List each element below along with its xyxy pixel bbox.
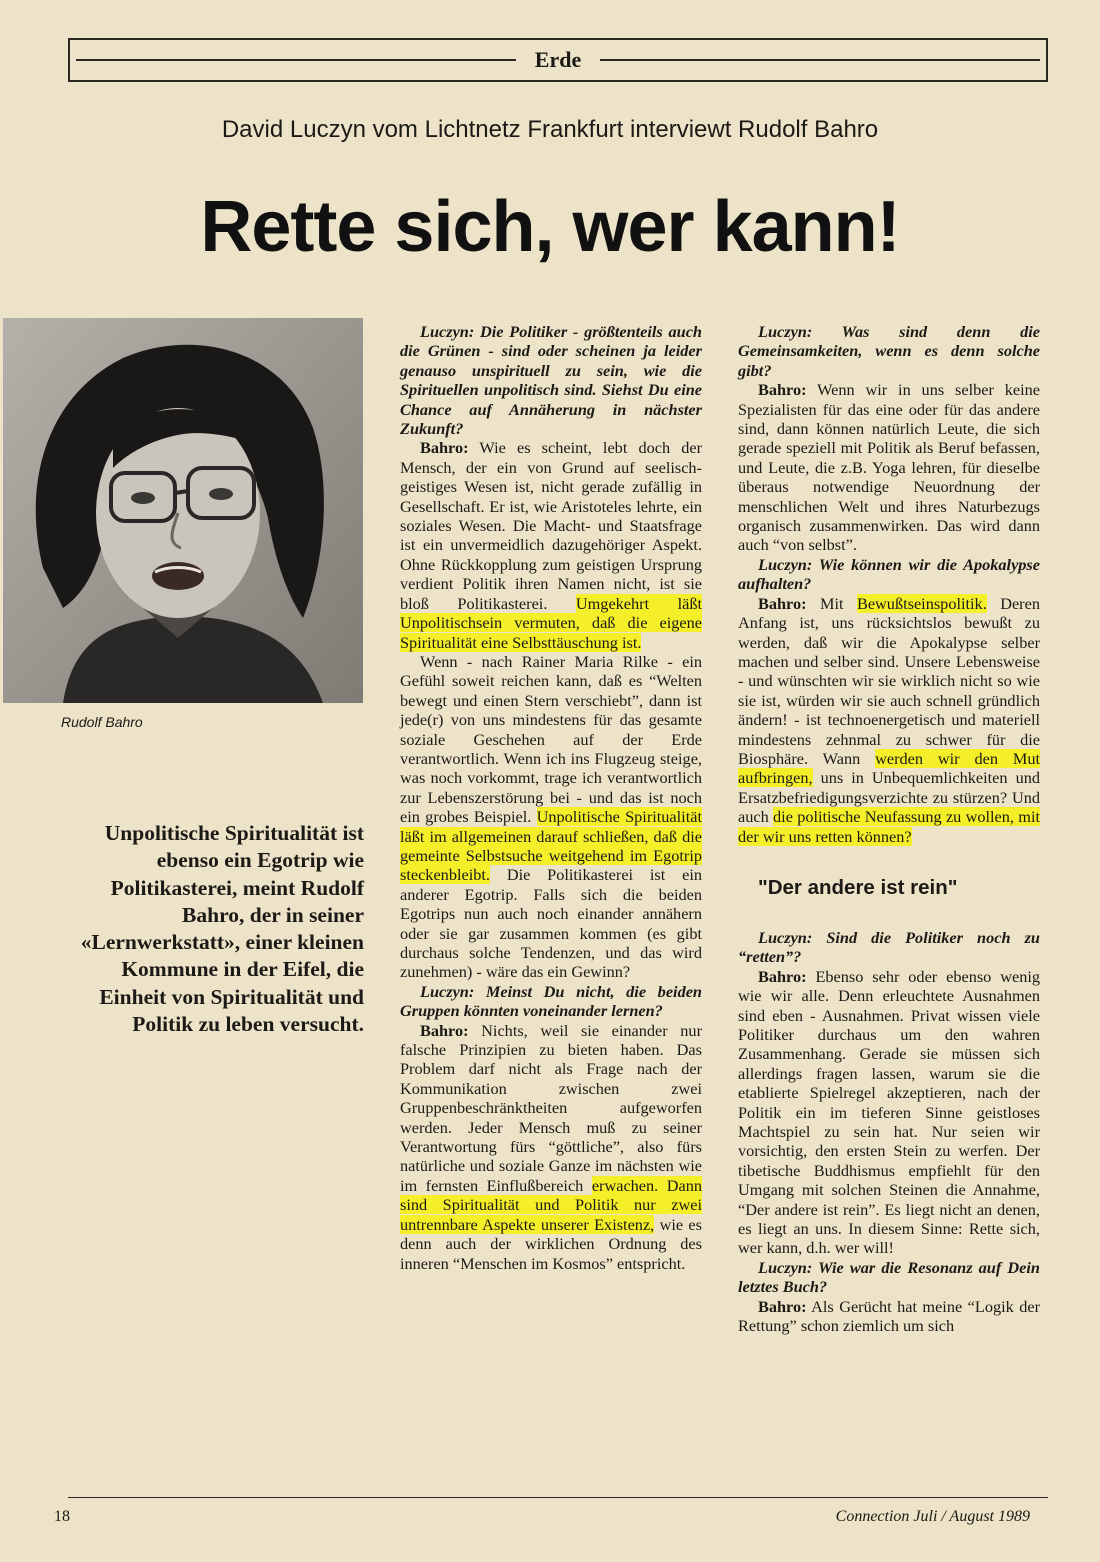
photo-caption: Rudolf Bahro [61, 714, 143, 730]
portrait-photo [3, 318, 363, 703]
publication-info: Connection Juli / August 1989 [835, 1508, 1030, 1525]
answer-4-text: Deren Anfang ist, uns rücksichtslos bewußt zu werden, daß wir die Apokalypse selber machen und selber sind. Unsere Lebensweise - und wünschten wir sie wirklich nicht so wie sie ist, würden wir sie auch schnell gründlich ändern! - ist technoenergetisch und materiell mindestens zehnmal zu schwer für die Biosphäre. Wann [738, 593, 1040, 768]
footer-rule [68, 1497, 1048, 1498]
portrait-illustration [3, 318, 363, 703]
highlighted-text: erwachen. Dann sind Spiritualität und Politik nur zwei untrennbare Aspekte unserer Existenz, [400, 1175, 702, 1234]
highlighted-text: werden wir den Mut aufbringen, [738, 748, 1040, 788]
headline: Rette sich, wer kann! [200, 187, 900, 267]
question-3: Luczyn: Was sind denn die Gemeinsamkeiten, wenn es denn solche gibt? [738, 322, 1040, 380]
speaker-label: Bahro: [758, 380, 807, 400]
speaker-label: Bahro: [758, 1296, 807, 1316]
question-1: Luczyn: Die Politiker - größtenteils auch die Grünen - sind oder scheinen ja leider genauso unspirituell zu sein, wie die Spirituellen unpolitisch sind. Siehst Du eine Chance auf Annäherung in nächster Zukunft? [400, 322, 702, 439]
subheading: "Der andere ist rein" [758, 875, 958, 899]
question-4: Luczyn: Wie können wir die Apokalypse aufhalten? [738, 554, 1040, 594]
article-column-2 [738, 322, 1040, 1336]
speaker-label: Bahro: [420, 438, 469, 458]
highlighted-text: Umgekehrt läßt Unpolitischsein vermuten, daß die eigene Spiritualität eine Selbsttäuschung ist. [400, 593, 702, 652]
answer-2-rest: wie es denn auch der wirklichen Ordnung des inneren “Menschen im Kosmos” entspricht. [400, 1214, 702, 1273]
answer-1 [400, 438, 702, 651]
answer-6 [738, 1297, 1040, 1336]
pull-quote: Unpolitische Spiritualität ist ebenso ein Egotrip wie Politikasterei, meint Rudolf Bahro, der in seiner «Lernwerkstatt», einer kleinen Kommune in der Eifel, die Einheit von Spiritualität und Politik zu leben versucht. [80, 821, 364, 1037]
answer-3-text: Wenn wir in uns selber keine Spezialisten für das eine oder für das andere sind, dann können natürlich Leute, die sich gerade speziell mit Politik als Beruf befassen, und Leute, die z.B. Yoga lehren, für dieselbe überaus notwendige Neuordnung der menschlichen Welt und ihres Naturbezugs organisch zusammenwirken. Das wird dann auch “von selbst”. [738, 380, 1040, 555]
speaker-label: Bahro: [758, 966, 807, 986]
question-5: Luczyn: Sind die Politiker noch zu “retten”? [738, 927, 1040, 967]
kicker: David Luczyn vom Lichtnetz Frankfurt interviewt Rudolf Bahro [221, 116, 879, 143]
section-header-box [68, 38, 1048, 82]
answer-1-text: Wie es scheint, lebt doch der Mensch, der ein von Grund auf seelisch-geistiges Wesen ist, nicht gerade zufällig in Gesellschaft. Er ist, wie Aristoteles lehrte, ein soziales Wesen. Die Macht- und Staatsfrage ist ein unvermeidlich dazugehöriger Aspekt. Ohne Rückkopplung zum geistigen Ursprung verdient Politik ihren Namen nicht, ist sie bloß Politikasterei. [400, 438, 703, 613]
answer-4-text: uns in Unbequemlichkeiten und Ersatzbefriedigungsverzichte zu stürzen? Und auch [738, 768, 1040, 827]
answer-6-text: Als Gerücht hat meine “Logik der Rettung” schon ziemlich um sich [738, 1296, 1041, 1336]
highlighted-text: Bewußtseinspolitik. [856, 593, 987, 613]
section-label: Erde [70, 47, 1046, 73]
speaker-label: Bahro: [420, 1020, 469, 1040]
question-6: Luczyn: Wie war die Resonanz auf Dein letztes Buch? [738, 1257, 1040, 1297]
answer-4 [738, 594, 1040, 846]
answer-2-text: Nichts, weil sie einander nur falsche Prinzipien zu bieten haben. Das Problem darf nicht als Frage nach der Kommunikation zwischen zwei Gruppenbeschränktheiten aufgeworfen werden. Jeder Mensch muß zu seiner Verantwortung fürs “göttliche”, also fürs natürliche und soziale Ganze im nächsten wie im fernsten Einflußbereich [400, 1020, 702, 1195]
paragraph-rilke [400, 652, 702, 982]
answer-4-text: Mit [820, 593, 844, 613]
page-number: 18 [54, 1508, 70, 1525]
article-column-1 [400, 322, 702, 1273]
highlighted-text: Unpolitische Spiritualität läßt im allgemeinen darauf schließen, daß die gemeinte Selbstsuche weitgehend im Egotrip steckenbleibt. [400, 807, 702, 885]
highlighted-text: die politische Neufassung zu wollen, mit der wir uns retten können? [738, 807, 1040, 846]
answer-3 [738, 380, 1040, 555]
paragraph-text: Wenn - nach Rainer Maria Rilke - ein Gefühl soweit reichen kann, daß es “Welten bewegt und einen Stern verschiebt”, dann ist jede(r) von uns mindestens für das gesamte soziale Geschehen auf der Erde verantwortlich. Wenn ich ins Flugzeug steige, was noch vorkommt, trage ich verantwortlich zur Lebenszerstörung bei - und das ist noch ein grobes Beispiel. [400, 651, 702, 827]
answer-5 [738, 967, 1040, 1258]
paragraph-text: Die Politikasterei ist ein anderer Egotrip. Falls sich die beiden Egotrips nun auch noch einander annähern oder sie gar zusammen kommen (es gibt durchaus solche Tendenzen, und das wird zunehmen) - wäre das ein Gewinn? [400, 865, 703, 982]
answer-5-text: Ebenso sehr oder ebenso wenig wie wir alle. Denn erleuchtete Ausnahmen sind eben - Ausnahmen. Privat wissen viele Politiker durchaus um den wahren Zusammenhang. Gerade sie müssen sich allerdings fragen lassen, warum sie die etablierte Spielregel akzeptieren, nach der Politik ein im tieferen Sinne geistloses Machtspiel zu sein hat. Nur seien wir vorsichtig, den ersten Stein zu werfen. Der tibetische Buddhismus empfiehlt für den Umgang mit solchen Steinen die Annahme, “Der andere ist rein”. Es liegt nicht an denen, es liegt an uns. In diesem Sinne: Rette sich, wer kann, d.h. wer will! [738, 966, 1040, 1258]
speaker-label: Bahro: [758, 593, 807, 613]
answer-2 [400, 1021, 702, 1273]
question-2: Luczyn: Meinst Du nicht, die beiden Gruppen könnten voneinander lernen? [400, 981, 702, 1021]
